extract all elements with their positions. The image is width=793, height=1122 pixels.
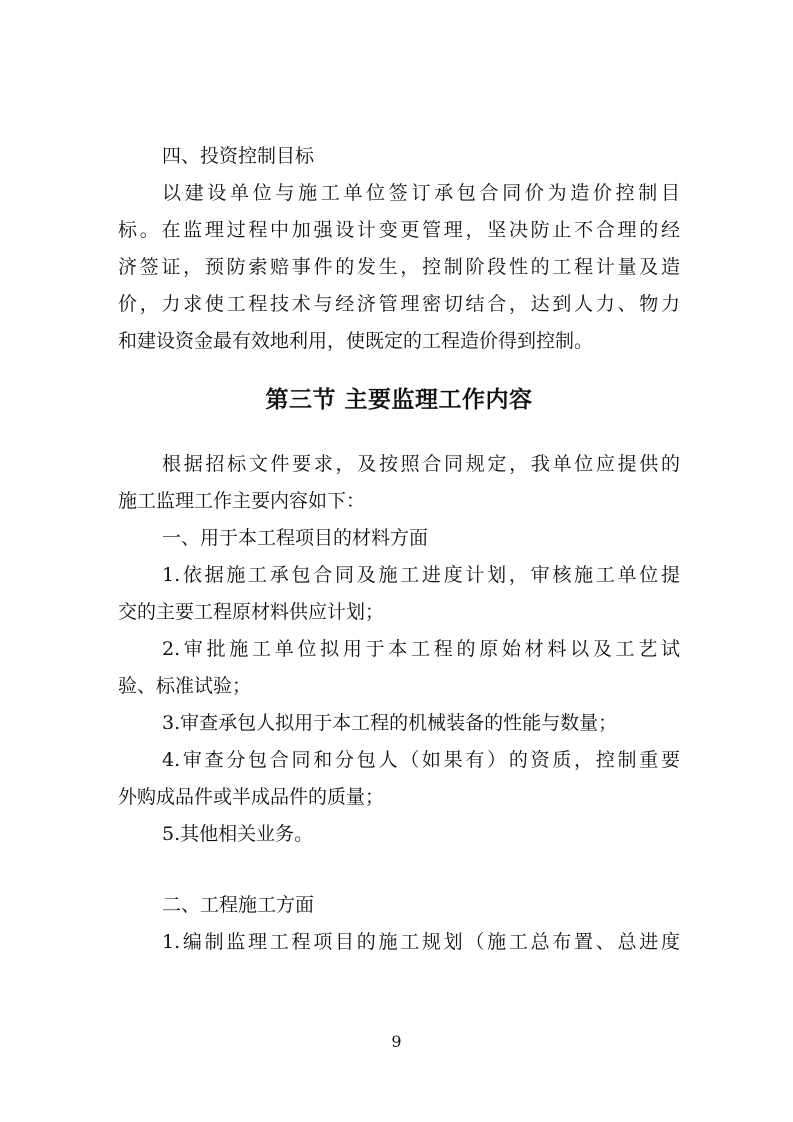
paragraph-line: 以建设单位与施工单位签订承包合同价为造价控制目 [162,182,680,204]
paragraph-line: 2.审批施工单位拟用于本工程的原始材料以及工艺试 [162,638,680,660]
paragraph-line: 济签证，预防索赔事件的发生，控制阶段性的工程计量及造 [118,256,680,278]
part-one-heading: 一、用于本工程项目的材料方面 [162,527,429,549]
blank-line [118,853,680,887]
list-item: 3.审查承包人拟用于本工程的机械装备的性能与数量； [162,712,618,734]
paragraph-line: 1.依据施工承包合同及施工进度计划，审核施工单位提 [162,564,680,586]
list-item [118,631,680,705]
page-content [118,138,680,961]
paragraph-line: 施工监理工作主要内容如下： [118,490,366,512]
section-four-heading: 四、投资控制目标 [162,145,315,167]
paragraph-line: 验、标准试验； [118,675,252,697]
page-number: 9 [391,1032,402,1051]
part-two-heading: 二、工程施工方面 [162,894,315,916]
paragraph-line: 根据招标文件要求，及按照合同规定，我单位应提供的 [162,453,680,475]
paragraph-line: 交的主要工程原材料供应计划； [118,601,385,623]
paragraph-line: 和建设资金最有效地利用，使既定的工程造价得到控制。 [118,330,594,352]
section-four-paragraph [118,175,680,360]
list-item: 5.其他相关业务。 [162,823,314,845]
list-item [118,557,680,631]
paragraph-line: 价，力求使工程技术与经济管理密切结合，达到人力、物力 [118,293,680,315]
section-title: 第三节 主要监理工作内容 [265,387,533,413]
paragraph-line: 标。在监理过程中加强设计变更管理，坚决防止不合理的经 [118,219,680,241]
paragraph-line: 外购成品件或半成品件的质量； [118,786,385,808]
list-item [118,742,680,816]
paragraph-line: 4.审查分包合同和分包人（如果有）的资质，控制重要 [162,749,680,771]
list-item: 1.编制监理工程项目的施工规划（施工总布置、总进度 [162,931,680,953]
intro-paragraph [118,446,680,520]
